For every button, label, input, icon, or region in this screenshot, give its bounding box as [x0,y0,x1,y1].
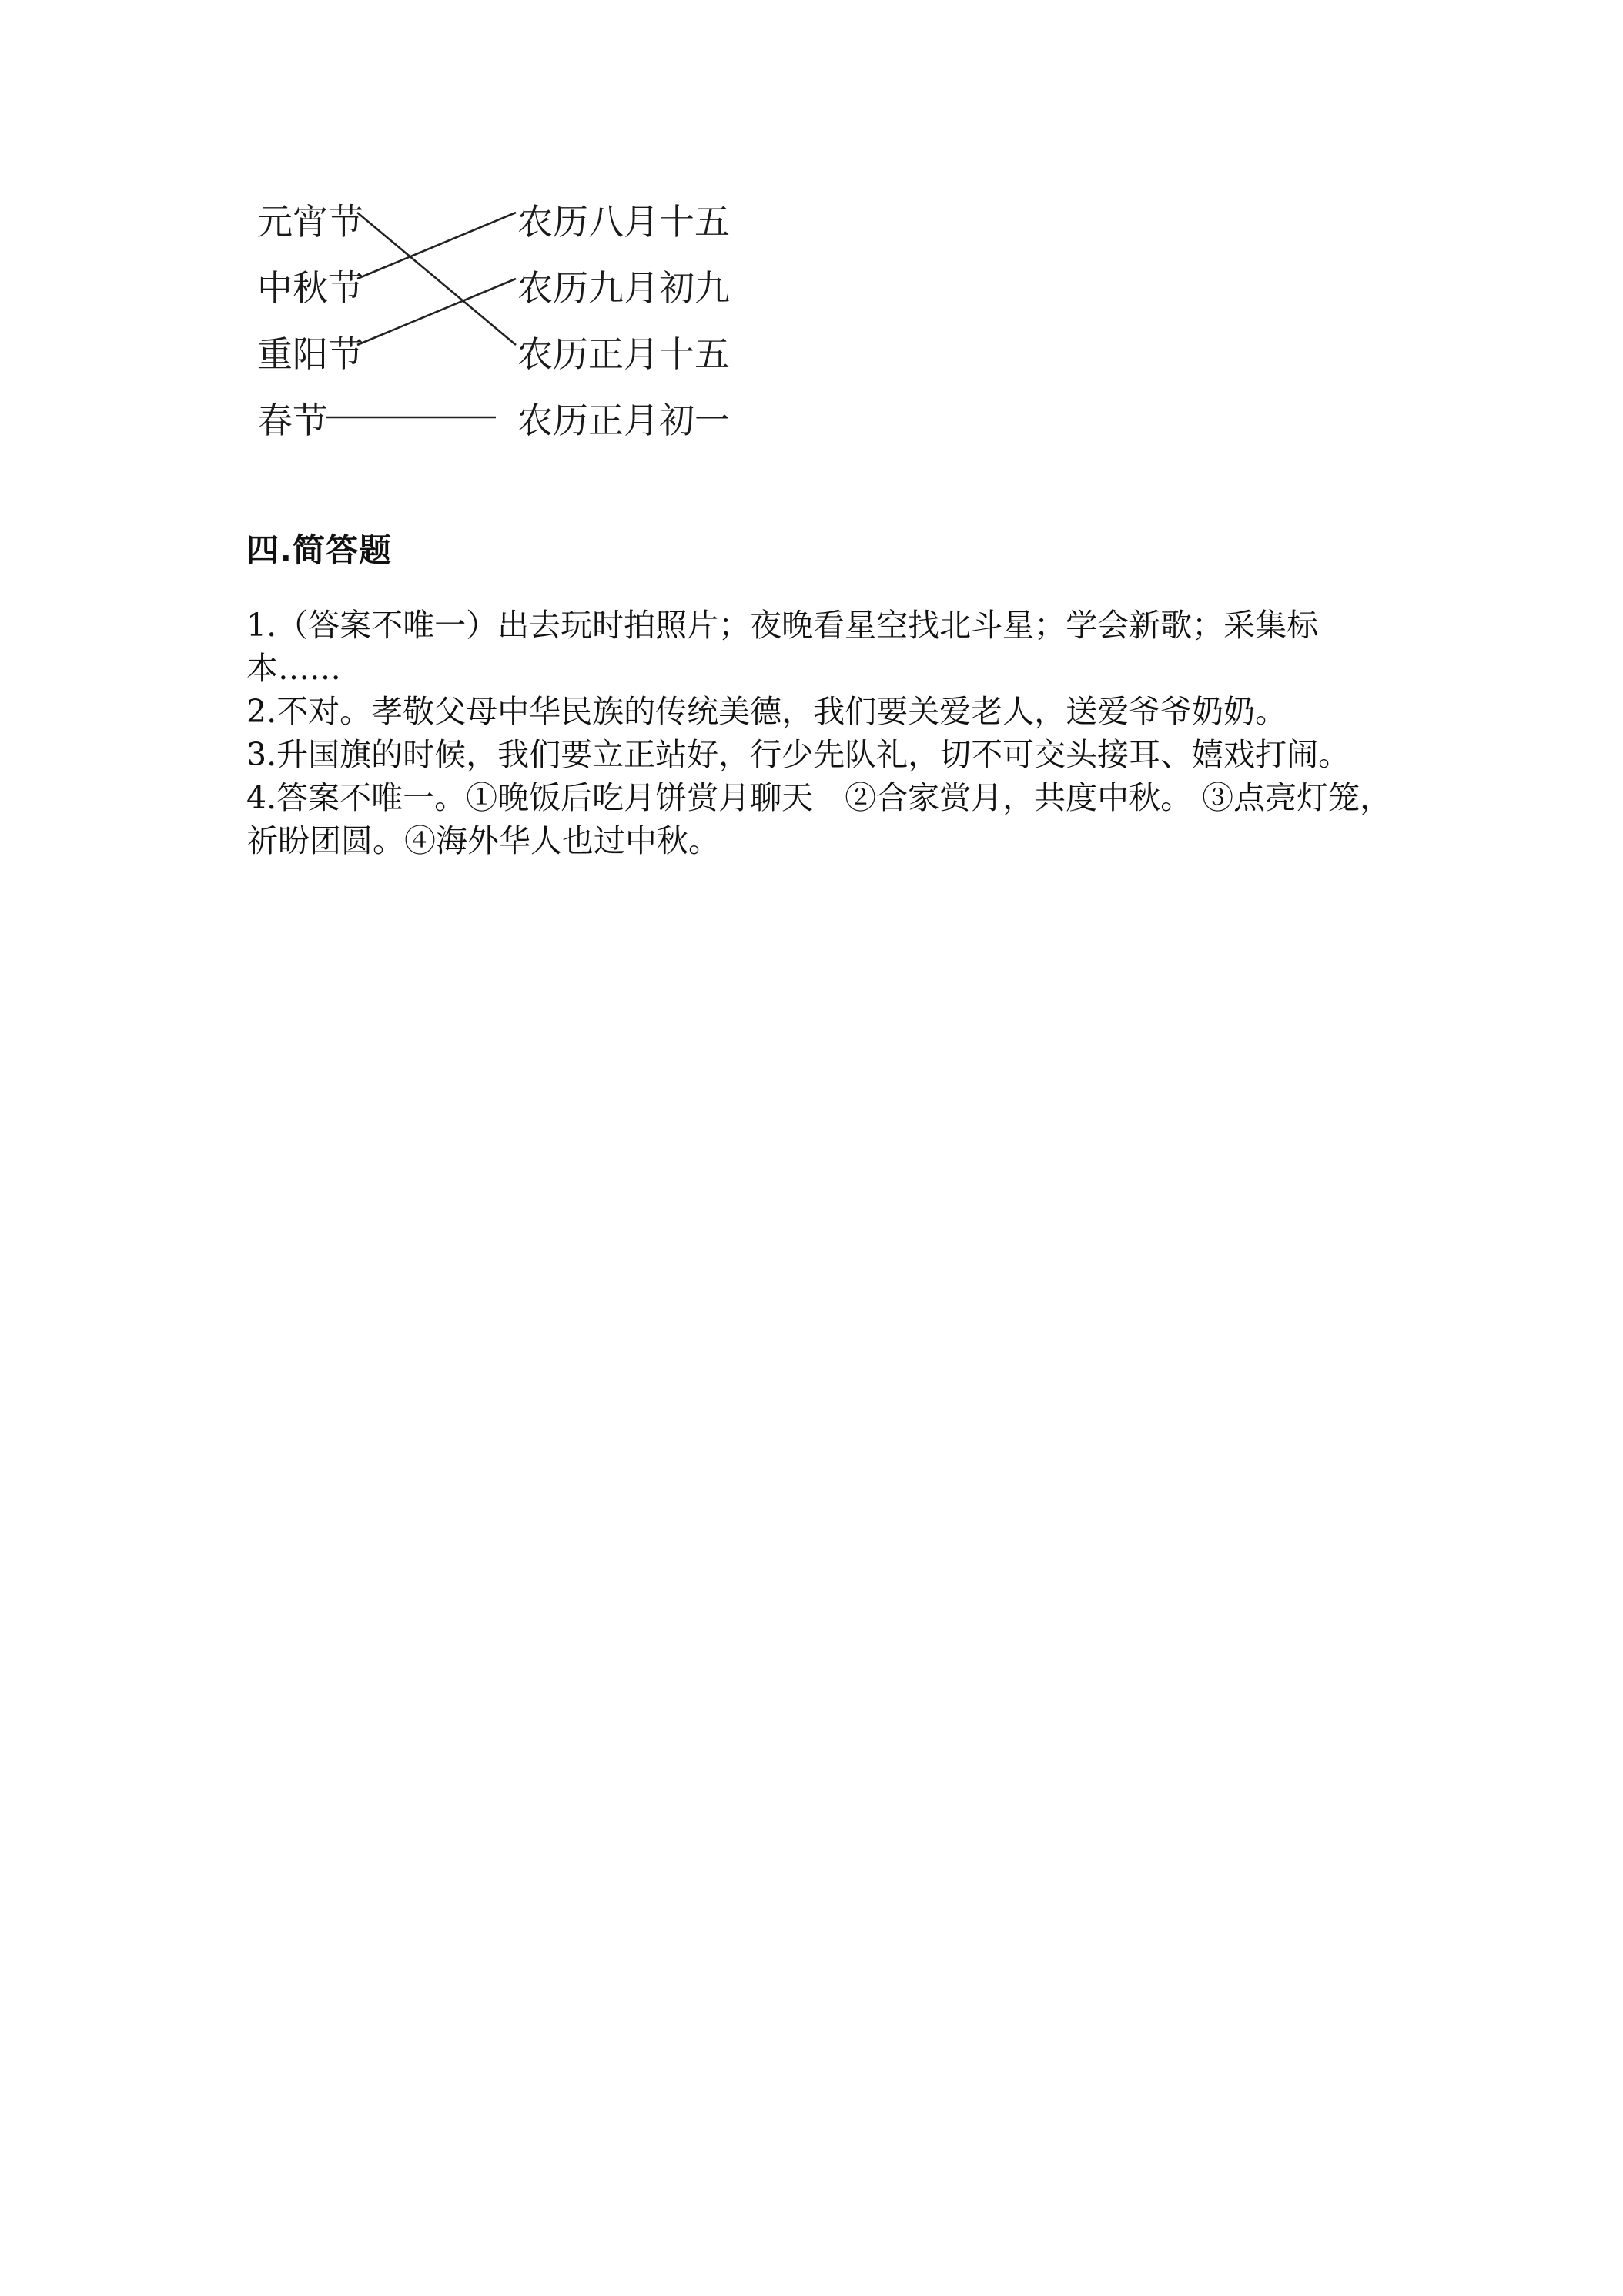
left-item-spring-festival: 春节 [257,400,328,441]
right-item-2: 农历正月十五 [517,333,730,375]
answer-item-2: 2.不对。孝敬父母中华民族的传统美德，我们要关爱老人，送爱爷爷奶奶。 [246,693,1287,730]
match-line [357,279,516,345]
answer-item-1: 1.（答案不唯一）出去玩时拍照片；夜晚看星空找北斗星；学会新歌；采集标本…… [246,607,1319,687]
left-item-double-ninth: 重阳节 [257,333,363,375]
matching-lines [326,213,516,417]
left-item-lantern-festival: 元宵节 [257,201,363,243]
section-title: 四.简答题 [246,531,392,569]
match-line [357,213,516,345]
matching-exercise [245,185,738,447]
right-item-0: 农历八月十五 [517,201,730,243]
answer-item-4: 4.答案不唯一。①晚饭后吃月饼赏月聊天 ②合家赏月，共度中秋。 ③点亮灯笼，祈盼团圆。④海外华人也过中秋。 [246,779,1392,859]
right-item-3: 农历正月初一 [517,400,730,441]
left-item-mid-autumn: 中秋节 [257,267,363,309]
match-line [357,213,516,279]
right-item-1: 农历九月初九 [517,267,730,309]
answer-list [246,604,1394,862]
answer-item-3: 3.升国旗的时候，我们要立正站好，行少先队礼，切不可交头接耳、嬉戏打闹。 [246,736,1350,773]
